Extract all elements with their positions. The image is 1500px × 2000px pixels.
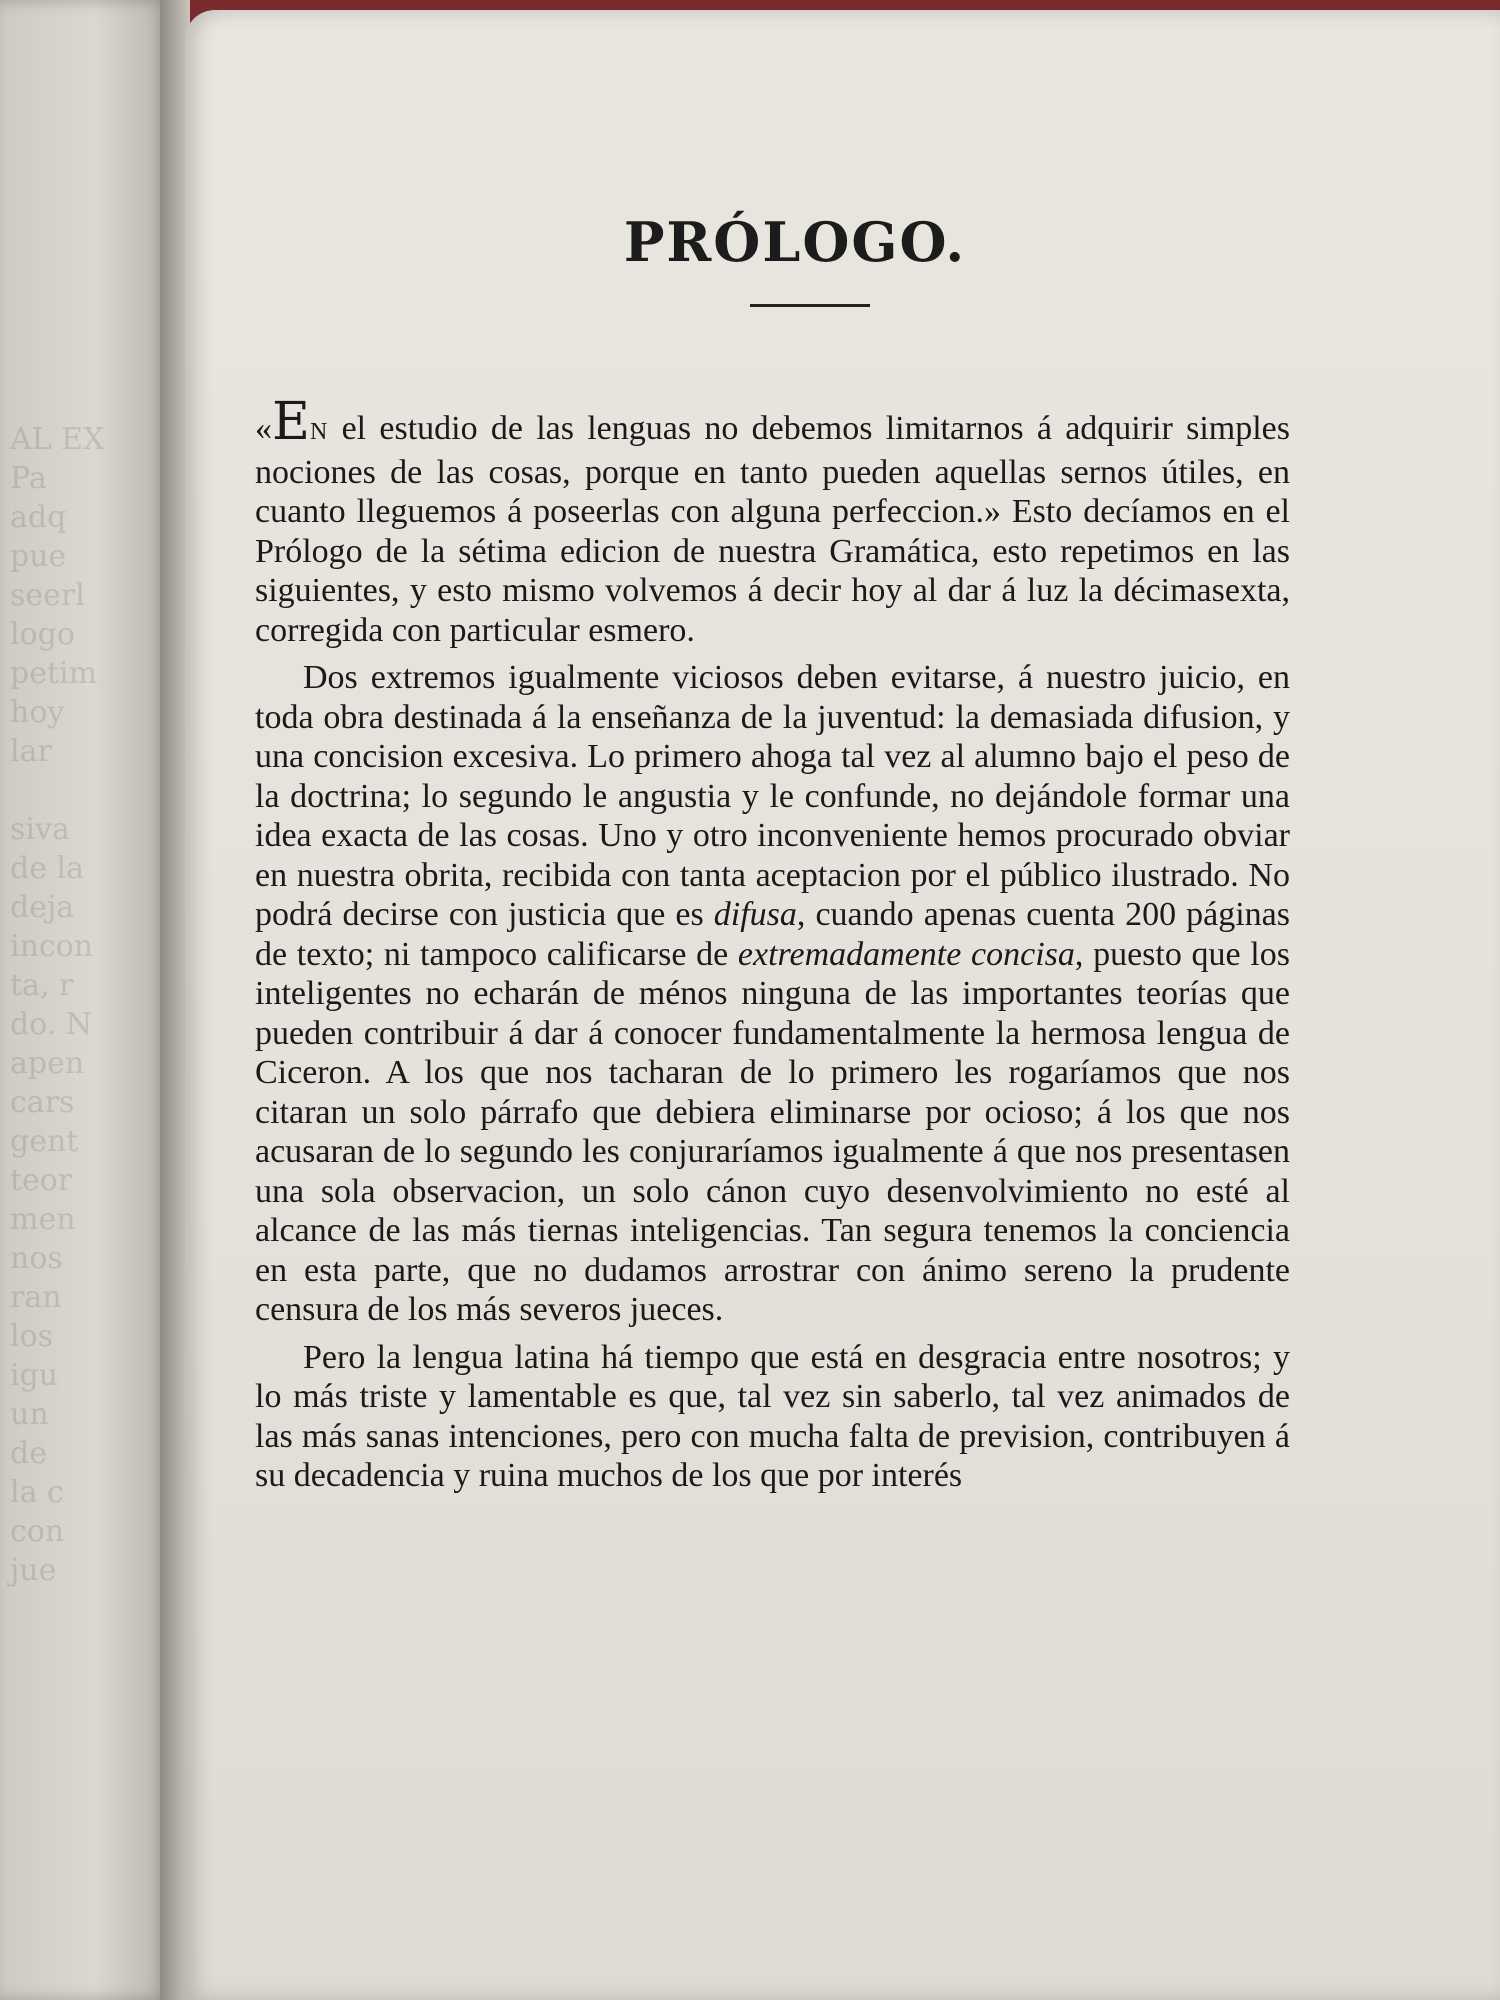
paragraph-2 — [255, 658, 1290, 1330]
left-page-bleed-text: AL EX Pa adq pue seerl logo petim hoy lar siva de la deja incon ta, r do. N apen cars gent teor men nos ran los igu un de la c con jue — [10, 422, 105, 1588]
page-content — [255, 210, 1305, 1504]
paragraph-2-text-a: Dos extremos igualmente viciosos deben evitarse, á nuestro juicio, en toda obra destinada á la enseñanza de la juventud: la demasiada difusion, y una concision excesiva. Lo primero ahoga tal vez al alumno bajo el peso de la doctrina; lo segundo le angustia y le confunde, no dejándole formar una idea exacta de las cosas. Uno y otro inconveniente hemos procurado obviar en nuestra obrita, recibida con tanta aceptacion por el público ilustrado. No podrá decirse con justicia que es — [255, 659, 1290, 933]
page-title: PRÓLOGO. — [623, 210, 967, 274]
paragraph-2-text-b: , cuando apenas cuenta 200 páginas de texto; ni tampoco calificarse de — [255, 896, 1290, 973]
title-rule — [750, 304, 870, 307]
paragraph-2-text-c: , puesto que los inteligentes no echarán de ménos ninguna de las importantes teorías que pueden contribuir á dar á conocer fundamentalmente la hermosa lengua de Ciceron. A los que nos tacharan de lo primero les rogaríamos que nos citaran un solo párrafo que debiera eliminarse por ocioso; á los que nos acusaran de lo segundo les conjuraríamos igualmente á que nos presentasen una sola observacion, un solo cánon cuyo desenvolvimiento no esté al alcance de las más tiernas inteligencias. Tan segura tenemos la conciencia en esta parte, que no dudamos arrostrar con ánimo sereno la prudente censura de los más severos jueces. — [255, 935, 1290, 1328]
left-page — [0, 0, 170, 2000]
small-cap-letter: N — [309, 419, 329, 445]
paragraph-1 — [255, 392, 1290, 650]
right-page — [185, 10, 1500, 2000]
body-text — [255, 392, 1290, 1496]
opening-quote: « — [255, 410, 272, 447]
drop-cap-letter: E — [272, 392, 310, 452]
italic-extremadamente-concisa: extremadamente concisa — [737, 935, 1075, 973]
paragraph-1-text: el estudio de las lenguas no debemos limitarnos á adquirir simples nociones de las cosas, porque en tanto pueden aquellas sernos útiles, en cuanto lleguemos á poseerlas con alguna perfeccion.» Esto decíamos en el Prólogo de la sétima edicion de nuestra Gramática, esto repetimos en las siguientes, y esto mismo volvemos á decir hoy al dar á luz la décimasexta, corregida con particular esmero. — [255, 410, 1290, 649]
italic-difusa: difusa — [713, 896, 797, 933]
paragraph-3: Pero la lengua latina há tiempo que está en desgracia entre nosotros; y lo más triste y lamentable es que, tal vez sin saberlo, tal vez animados de las más sanas intenciones, pero con mucha falta de prevision, contribuyen á su decadencia y ruina muchos de los que por interés — [255, 1338, 1290, 1494]
